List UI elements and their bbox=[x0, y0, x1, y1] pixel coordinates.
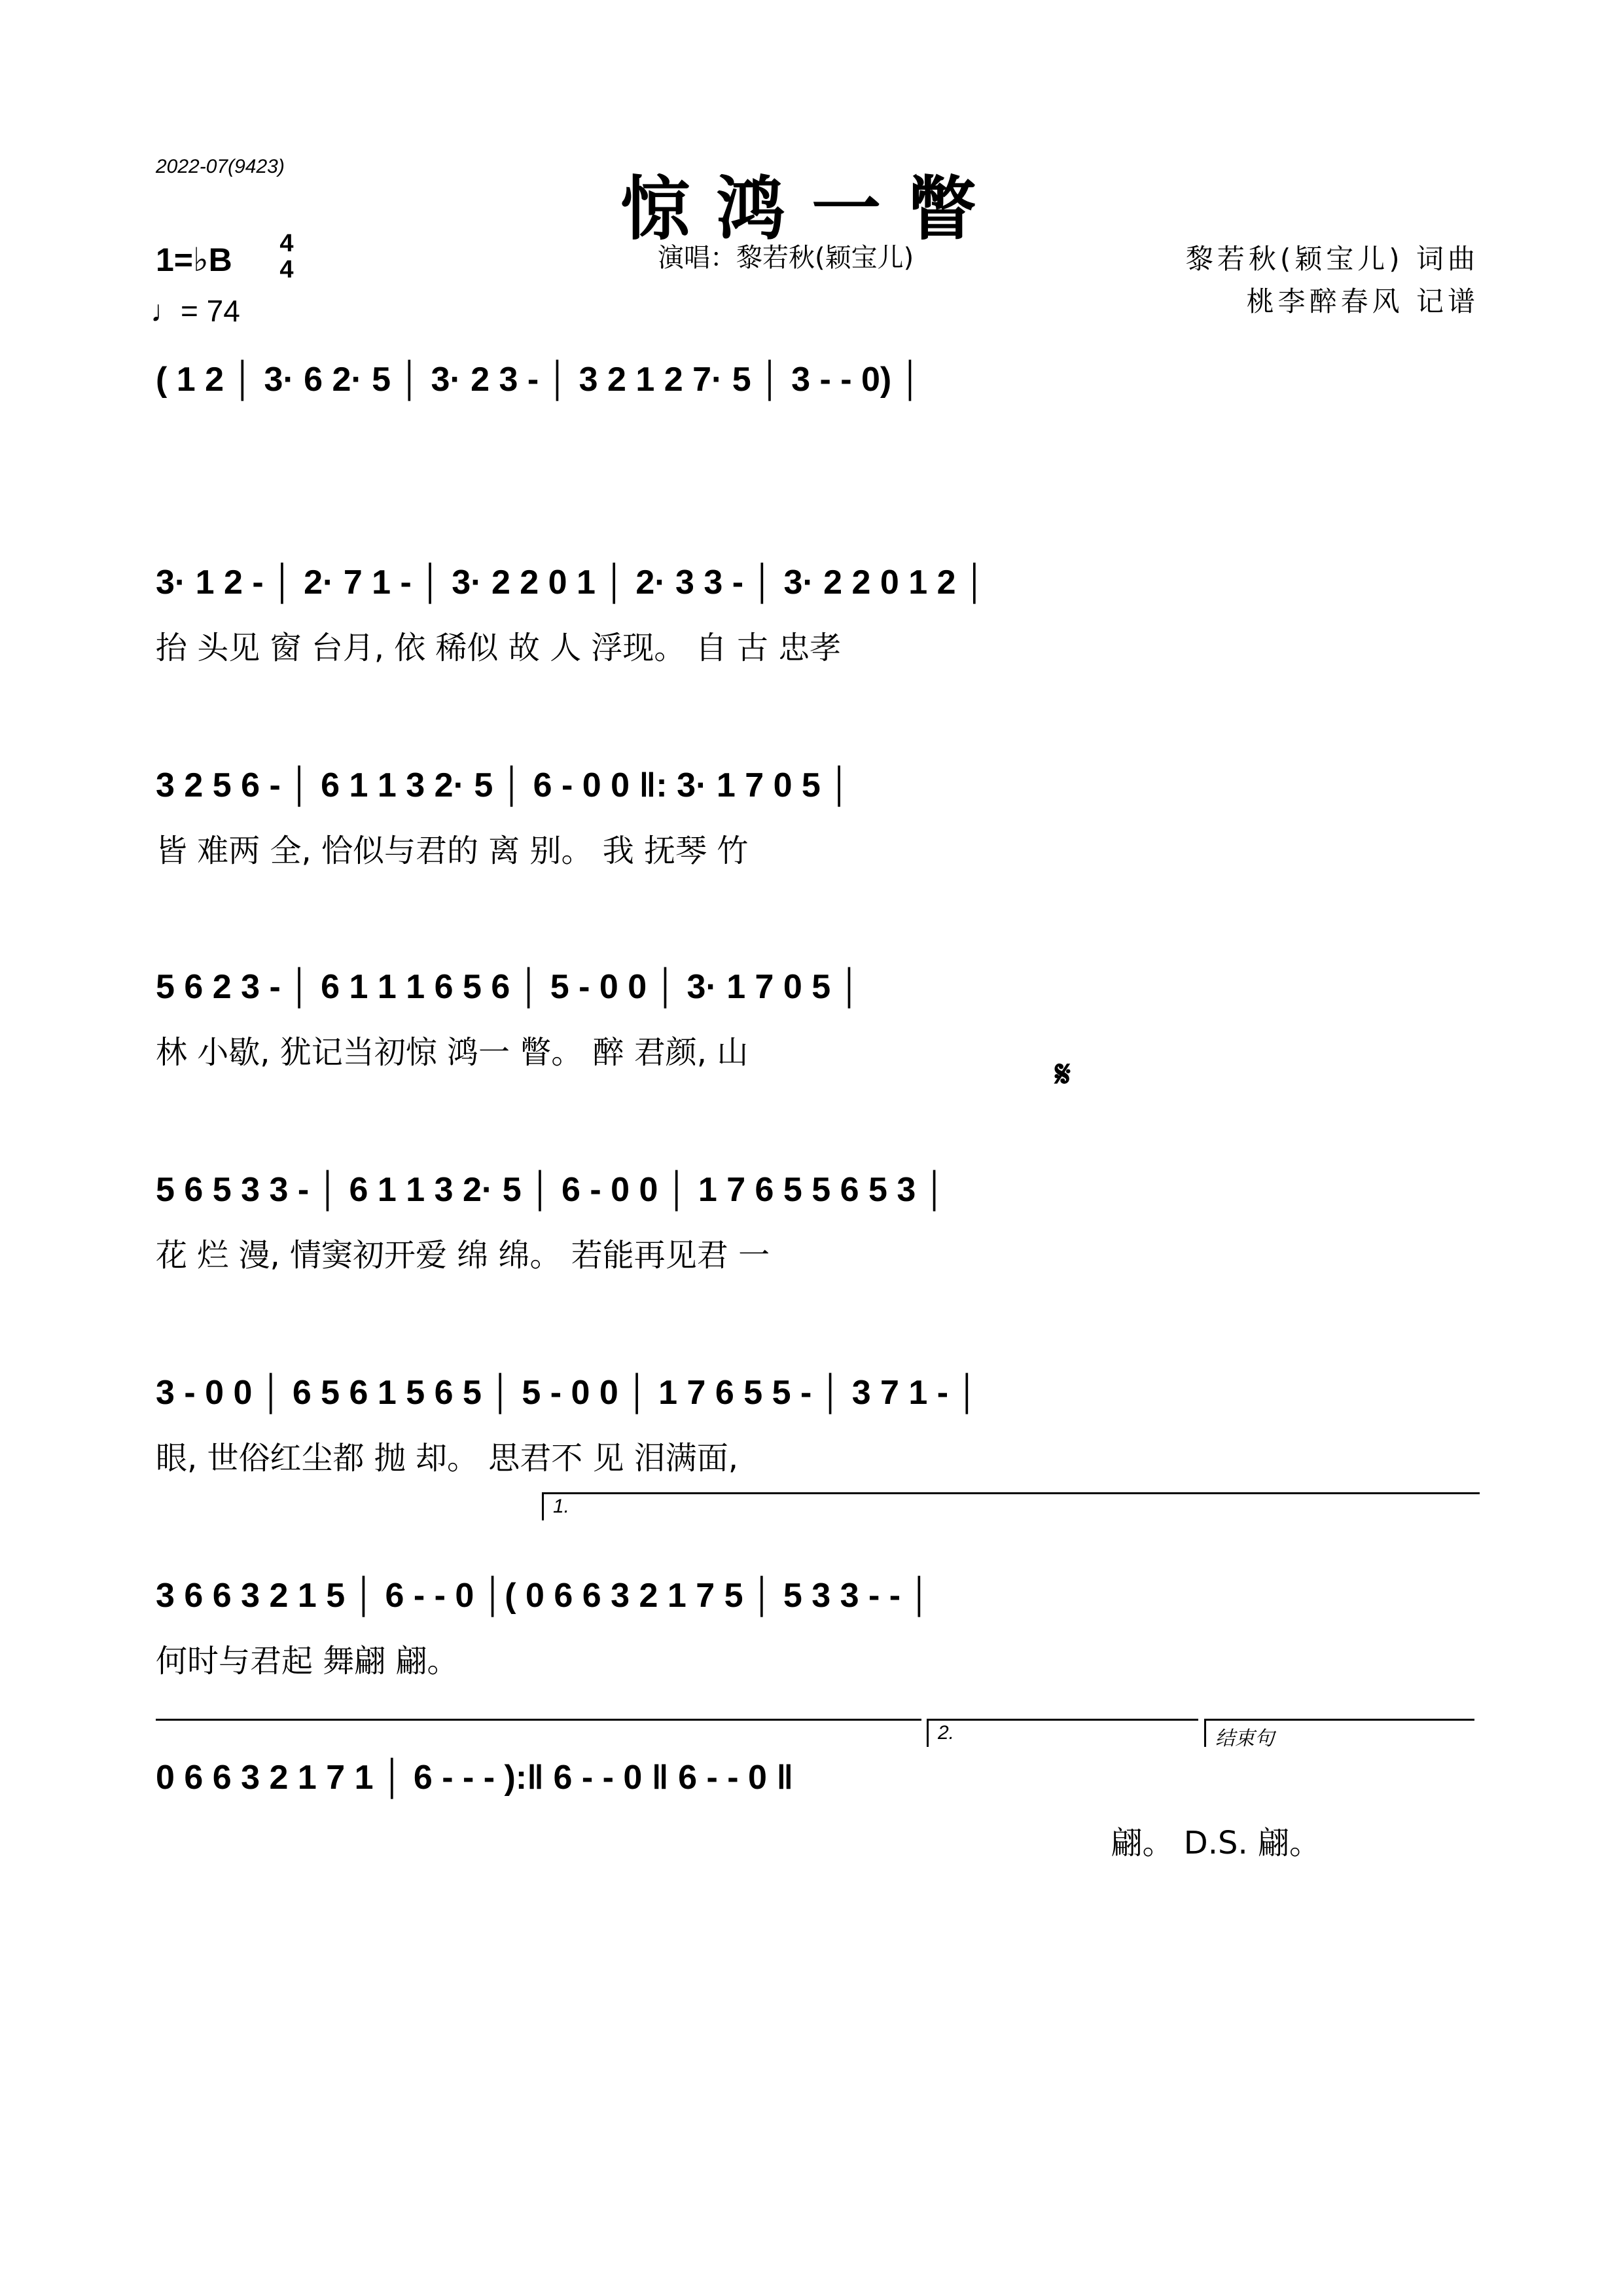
lyric-line: 皆 难两 全, 恰似与君的 离 别。 我 抚琴 竹 bbox=[156, 832, 749, 869]
notation-line: 3 6 6 3 2 1 5 │ 6 - - 0 │( 0 6 6 3 2 1 7 5 │ 5 3 3 - - │ bbox=[156, 1577, 932, 1615]
volta-continuation bbox=[156, 1719, 921, 1747]
notation-line: 0 6 6 3 2 1 7 1 │ 6 - - - ):‖ 6 - - 0 ‖ 6 - - 0 ‖ bbox=[156, 1759, 794, 1797]
key-text: 1=♭B bbox=[156, 242, 232, 278]
volta-first-ending bbox=[542, 1492, 1480, 1520]
singer-credit: 演唱：黎若秋(颖宝儿) bbox=[658, 243, 914, 273]
lyric-line: 抬 头见 窗 台月, 依 稀似 故 人 浮现。 自 古 忠孝 bbox=[156, 629, 842, 666]
lyric-line: 翩。 D.S. 翩。 bbox=[1111, 1824, 1321, 1861]
time-signature-bottom: 4 bbox=[279, 256, 294, 283]
volta-second-label: 2. bbox=[938, 1722, 955, 1744]
volta-second-ending bbox=[927, 1719, 1198, 1747]
key-signature bbox=[156, 241, 232, 279]
notation-line: 3 - 0 0 │ 6 5 6 1 5 6 5 │ 5 - 0 0 │ 1 7 6 5 5 - │ 3 7 1 - │ bbox=[156, 1374, 980, 1412]
time-signature-top: 4 bbox=[279, 230, 294, 257]
lyric-line: 林 小歇, 犹记当初惊 鸿一 瞥。 醉 君颜, 山 bbox=[156, 1033, 749, 1071]
notation-line: 5 6 5 3 3 - │ 6 1 1 3 2· 5 │ 6 - 0 0 │ 1 7 6 5 5 6 5 3 │ bbox=[156, 1171, 947, 1209]
song-title: 惊鸿一瞥 bbox=[620, 169, 1003, 249]
score-code: 2022-07(9423) bbox=[156, 156, 285, 177]
volta-first-label: 1. bbox=[553, 1496, 570, 1517]
time-signature bbox=[274, 230, 300, 283]
segno-sign: 𝄋 bbox=[1055, 1053, 1071, 1094]
lyric-line: 眼, 世俗红尘都 抛 却。 思君不 见 泪满面, bbox=[156, 1439, 739, 1477]
notation-line: 5 6 2 3 - │ 6 1 1 1 6 5 6 │ 5 - 0 0 │ 3· 1 7 0 5 │ bbox=[156, 968, 862, 1006]
lyric-line: 花 烂 漫, 情窦初开爱 绵 绵。 若能再见君 一 bbox=[156, 1236, 770, 1274]
tempo-marking: ♩= 74 bbox=[151, 294, 240, 328]
lyrics-music-credit: 黎若秋(颖宝儿) 词曲 bbox=[1185, 243, 1479, 275]
notation-line: ( 1 2 │ 3· 6 2· 5 │ 3· 2 3 - │ 3 2 1 2 7· 5 │ 3 - - 0) │ bbox=[156, 361, 923, 399]
notation-line: 3 2 5 6 - │ 6 1 1 3 2· 5 │ 6 - 0 0 ‖: 3· 1 7 0 5 │ bbox=[156, 766, 851, 804]
notation-line: 3· 1 2 - │ 2· 7 1 - │ 3· 2 2 0 1 │ 2· 3 3 - │ 3· 2 2 0 1 2 │ bbox=[156, 564, 987, 601]
ending-phrase-bracket bbox=[1204, 1719, 1474, 1747]
lyric-line: 何时与君起 舞翩 翩。 bbox=[156, 1642, 459, 1679]
lyric-line bbox=[156, 419, 1478, 465]
transcriber-credit: 桃李醉春风 记谱 bbox=[1246, 285, 1479, 317]
ending-phrase-label: 结束句 bbox=[1215, 1728, 1274, 1749]
